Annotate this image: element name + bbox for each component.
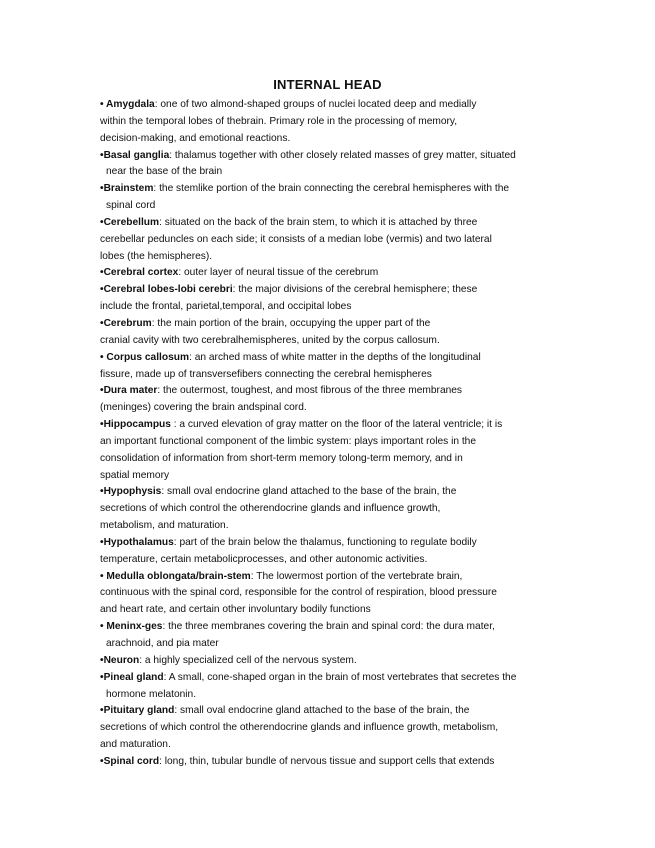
entry-text: consolidation of information from short-term memory tolong-term memory, and in bbox=[100, 452, 463, 464]
entry-line bbox=[100, 754, 570, 771]
entry-text: decision-making, and emotional reactions. bbox=[100, 132, 291, 144]
entry-line bbox=[100, 653, 570, 670]
entry-line bbox=[100, 484, 570, 501]
entry-line bbox=[100, 249, 570, 266]
entry-text: : A small, cone-shaped organ in the brain of most vertebrates that secretes the bbox=[163, 671, 517, 683]
entry-term: Hypothalamus bbox=[103, 536, 174, 548]
entry-term: Basal ganglia bbox=[103, 149, 170, 161]
entry-line bbox=[100, 585, 570, 602]
entry-text: : small oval endocrine gland attached to the base of the brain, the bbox=[174, 705, 470, 717]
entry-text: : a highly specialized cell of the nervous system. bbox=[139, 654, 357, 666]
entry-line bbox=[100, 451, 570, 468]
glossary-entry bbox=[100, 148, 570, 182]
entry-text: : the major divisions of the cerebral hemisphere; these bbox=[232, 284, 478, 296]
entry-term: Cerebrum bbox=[103, 317, 152, 329]
bullet: • bbox=[100, 570, 107, 582]
glossary-entry bbox=[100, 417, 570, 484]
bullet: • bbox=[100, 149, 104, 161]
entry-text: : The lowermost portion of the vertebrate brain, bbox=[250, 570, 463, 582]
entry-line bbox=[100, 703, 570, 720]
glossary-entry bbox=[100, 653, 570, 670]
entry-text: : long, thin, tubular bundle of nervous tissue and support cells that extends bbox=[159, 755, 495, 767]
entry-text: : the stemlike portion of the brain connecting the cerebral hemispheres with the bbox=[153, 183, 510, 195]
entry-text: : thalamus together with other closely related masses of grey matter, situated bbox=[169, 149, 516, 161]
glossary-entry bbox=[100, 215, 570, 266]
bullet: • bbox=[100, 705, 104, 717]
glossary-entry bbox=[100, 350, 570, 384]
glossary-entry bbox=[100, 619, 570, 653]
bullet: • bbox=[100, 755, 104, 767]
entry-line bbox=[100, 383, 570, 400]
glossary-entry bbox=[100, 535, 570, 569]
entry-text: : part of the brain below the thalamus, functioning to regulate bodily bbox=[173, 536, 477, 548]
entry-text: secretions of which control the otherendocrine glands and influence growth, bbox=[100, 503, 441, 515]
entry-line bbox=[100, 333, 570, 350]
entry-term: Dura mater bbox=[103, 385, 158, 397]
entry-term: Medulla oblongata/brain-stem bbox=[106, 570, 251, 582]
entry-text: : one of two almond-shaped groups of nuclei located deep and medially bbox=[154, 99, 477, 110]
entry-line bbox=[100, 232, 570, 249]
bullet: • bbox=[100, 536, 104, 548]
entry-line bbox=[100, 198, 570, 215]
entry-text: and heart rate, and certain other involuntary bodily functions bbox=[100, 604, 371, 616]
bullet: • bbox=[100, 284, 104, 296]
entry-term: Neuron bbox=[103, 654, 140, 666]
entry-line bbox=[100, 569, 570, 586]
entry-line bbox=[100, 518, 570, 535]
entry-term: Cerebellum bbox=[103, 216, 160, 228]
bullet: • bbox=[100, 671, 104, 683]
entry-line bbox=[100, 602, 570, 619]
entry-term: Spinal cord bbox=[103, 755, 160, 767]
entry-term: Brainstem bbox=[103, 183, 154, 195]
entry-line bbox=[100, 737, 570, 754]
glossary-entry bbox=[100, 383, 570, 417]
entry-text: arachnoid, and pia mater bbox=[106, 638, 219, 649]
bullet: • bbox=[100, 216, 104, 228]
bullet: • bbox=[100, 486, 104, 498]
glossary-list bbox=[100, 97, 570, 771]
entry-term: Amygdala bbox=[106, 99, 155, 110]
entry-term: Hippocampus bbox=[103, 419, 171, 431]
entry-text: within the temporal lobes of thebrain. Primary role in the processing of memory, bbox=[100, 115, 458, 127]
bullet: • bbox=[100, 267, 104, 279]
entry-text: temperature, certain metabolicprocesses, and other autonomic activities. bbox=[100, 553, 428, 565]
glossary-entry bbox=[100, 282, 570, 316]
entry-line bbox=[100, 434, 570, 451]
entry-term: Pineal gland bbox=[103, 671, 164, 683]
glossary-entry bbox=[100, 670, 570, 704]
glossary-entry bbox=[100, 97, 570, 148]
entry-line bbox=[100, 552, 570, 569]
entry-text: cerebellar peduncles on each side; it consists of a median lobe (vermis) and two lateral bbox=[100, 233, 492, 245]
bullet: • bbox=[100, 621, 107, 633]
entry-line bbox=[100, 417, 570, 434]
entry-text: near the base of the brain bbox=[106, 166, 223, 178]
glossary-entry bbox=[100, 484, 570, 535]
entry-line bbox=[100, 720, 570, 737]
entry-line bbox=[100, 282, 570, 299]
entry-text: : small oval endocrine gland attached to the base of the brain, the bbox=[161, 486, 457, 498]
entry-text: spatial memory bbox=[100, 469, 170, 481]
entry-line bbox=[100, 114, 570, 131]
entry-line bbox=[100, 164, 570, 181]
glossary-entry bbox=[100, 754, 570, 771]
bullet: • bbox=[100, 385, 104, 397]
entry-text: (meninges) covering the brain andspinal cord. bbox=[100, 402, 307, 414]
entry-text: lobes (the hemispheres). bbox=[100, 250, 213, 262]
entry-line bbox=[100, 619, 570, 636]
glossary-entry bbox=[100, 265, 570, 282]
entry-line bbox=[100, 670, 570, 687]
entry-line bbox=[100, 468, 570, 485]
entry-line bbox=[100, 299, 570, 316]
entry-text: an important functional component of the limbic system: plays important roles in the bbox=[100, 435, 476, 447]
entry-term: Pituitary gland bbox=[103, 705, 175, 717]
entry-text: cranial cavity with two cerebralhemispheres, united by the corpus callosum. bbox=[100, 334, 440, 346]
entry-term: Cerebral cortex bbox=[103, 267, 179, 279]
entry-term: Cerebral lobes-lobi cerebri bbox=[103, 284, 233, 296]
entry-text: : an arched mass of white matter in the depths of the longitudinal bbox=[189, 351, 481, 363]
entry-text: continuous with the spinal cord, responsible for the control of respiration, blood pressure bbox=[100, 587, 497, 599]
entry-line bbox=[100, 636, 570, 653]
entry-line bbox=[100, 350, 570, 367]
entry-text: : the outermost, toughest, and most fibrous of the three membranes bbox=[157, 385, 463, 397]
entry-text: : situated on the back of the brain stem, to which it is attached by three bbox=[159, 216, 478, 228]
entry-text: hormone melatonin. bbox=[106, 688, 197, 700]
entry-line bbox=[100, 316, 570, 333]
page-title: INTERNAL HEAD bbox=[273, 77, 382, 92]
entry-text: include the frontal, parietal,temporal, and occipital lobes bbox=[100, 301, 352, 313]
glossary-entry bbox=[100, 181, 570, 215]
entry-line bbox=[100, 148, 570, 165]
entry-line bbox=[100, 131, 570, 148]
entry-line bbox=[100, 535, 570, 552]
entry-line bbox=[100, 181, 570, 198]
bullet: • bbox=[100, 419, 104, 431]
entry-text: : a curved elevation of gray matter on the floor of the lateral ventricle; it is bbox=[170, 419, 503, 431]
entry-text: : the main portion of the brain, occupying the upper part of the bbox=[151, 317, 431, 329]
entry-line bbox=[100, 501, 570, 518]
entry-text: : the three membranes covering the brain and spinal cord: the dura mater, bbox=[162, 621, 495, 633]
entry-line bbox=[100, 687, 570, 704]
entry-text: : outer layer of neural tissue of the cerebrum bbox=[178, 267, 379, 279]
glossary-entry bbox=[100, 703, 570, 754]
entry-text: spinal cord bbox=[106, 200, 156, 212]
entry-line bbox=[100, 97, 570, 114]
glossary-entry bbox=[100, 316, 570, 350]
entry-term: Corpus callosum bbox=[106, 351, 190, 363]
bullet: • bbox=[100, 317, 104, 329]
bullet: • bbox=[100, 351, 107, 363]
entry-line bbox=[100, 265, 570, 282]
bullet: • bbox=[100, 654, 104, 666]
entry-line bbox=[100, 215, 570, 232]
entry-text: secretions of which control the otherendocrine glands and influence growth, metabolism, bbox=[100, 722, 499, 734]
entry-line bbox=[100, 400, 570, 417]
entry-text: and maturation. bbox=[100, 739, 171, 751]
entry-text: fissure, made up of transversefibers connecting the cerebral hemispheres bbox=[100, 368, 432, 380]
entry-text: metabolism, and maturation. bbox=[100, 520, 229, 532]
entry-term: Hypophysis bbox=[103, 486, 162, 498]
entry-line bbox=[100, 367, 570, 384]
bullet: • bbox=[100, 99, 107, 110]
entry-term: Meninx-ges bbox=[106, 621, 163, 633]
glossary-entry bbox=[100, 569, 570, 620]
bullet: • bbox=[100, 183, 104, 195]
